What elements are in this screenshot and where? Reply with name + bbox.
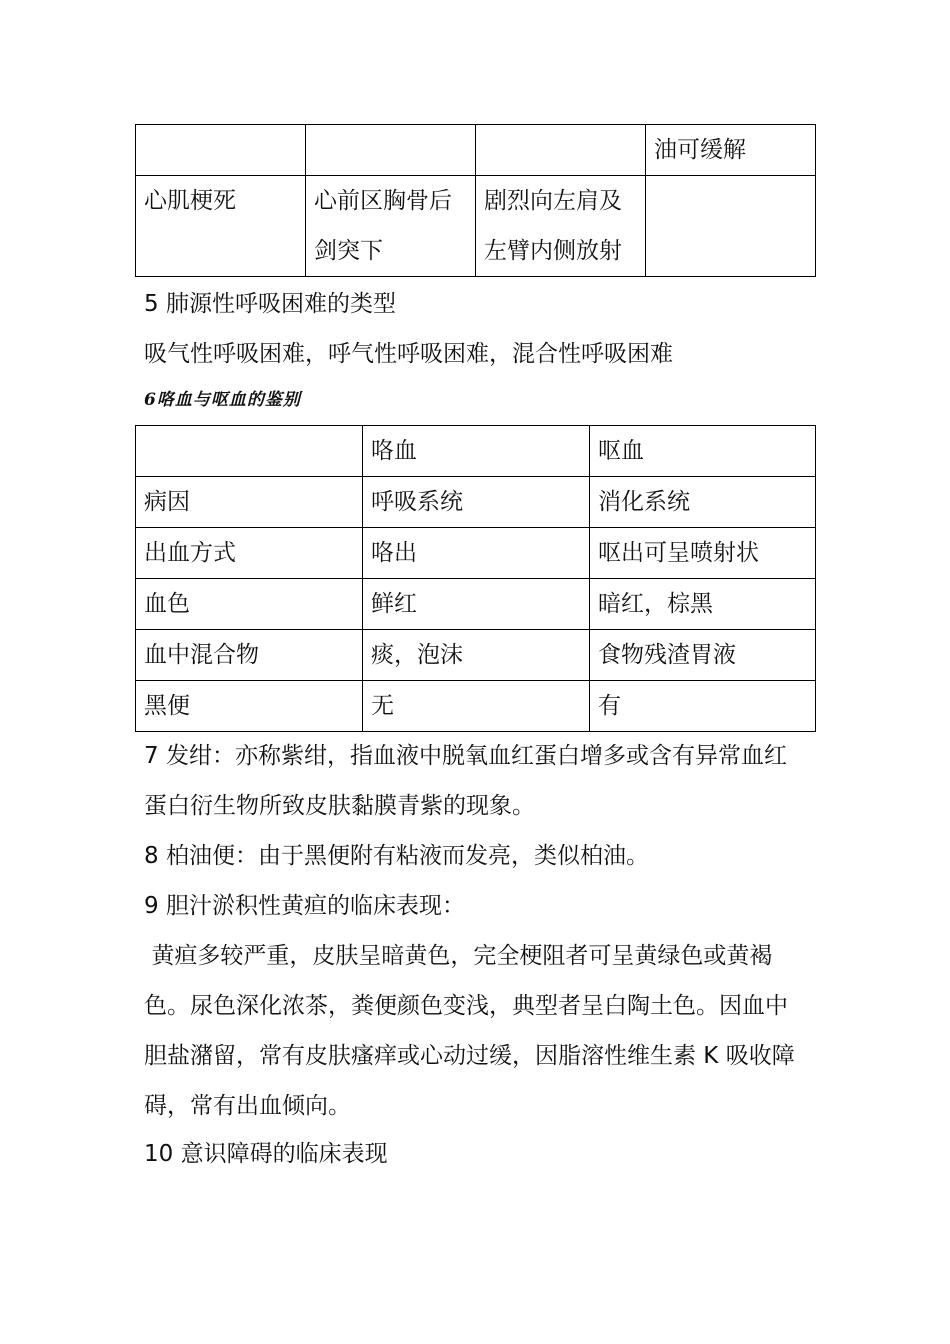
section-7-body: 7 发绀：亦称紫绀，指血液中脱氧血红蛋白增多或含有异常血红蛋白衍生物所致皮肤黏膜青紫的现象。	[144, 743, 787, 819]
hemoptysis-hematemesis-table	[135, 425, 816, 732]
table-cell: 血中混合物	[136, 630, 363, 681]
table-cell	[476, 125, 646, 176]
table-cell: 油可缓解	[646, 125, 816, 176]
section-5-body: 吸气性呼吸困难，呼气性呼吸困难，混合性呼吸困难	[144, 341, 673, 367]
table-cell: 心前区胸骨后剑突下	[306, 176, 476, 277]
table-row	[136, 477, 816, 528]
symptom-table-continued	[135, 124, 816, 277]
table-cell: 痰，泡沫	[363, 630, 590, 681]
table-cell: 呼吸系统	[363, 477, 590, 528]
section-8-body: 8 柏油便：由于黑便附有粘液而发亮，类似柏油。	[144, 843, 649, 869]
section-6-heading: 6咯血与呕血的鉴别	[144, 390, 301, 410]
table-header-row	[136, 426, 816, 477]
table-cell	[646, 176, 816, 277]
section-9-body: 黄疸多较严重，皮肤呈暗黄色，完全梗阻者可呈黄绿色或黄褐色。尿色深化浓茶，粪便颜色变浅，典型者呈白陶土色。因血中胆盐潴留，常有皮肤瘙痒或心动过缓，因脂溶性维生素 K 吸收障碍，常有出血倾向。	[144, 943, 795, 1119]
table-cell: 暗红，棕黑	[590, 579, 816, 630]
table-row	[136, 528, 816, 579]
section-5-heading: 5 肺源性呼吸困难的类型	[144, 291, 396, 317]
table-cell: 消化系统	[590, 477, 816, 528]
table-cell: 无	[363, 681, 590, 732]
table-cell: 病因	[136, 477, 363, 528]
table-cell: 出血方式	[136, 528, 363, 579]
table-cell	[306, 125, 476, 176]
table-header-cell: 咯血	[363, 426, 590, 477]
table-cell: 有	[590, 681, 816, 732]
table-row	[136, 579, 816, 630]
table-cell: 血色	[136, 579, 363, 630]
table-cell: 剧烈向左肩及左臂内侧放射	[476, 176, 646, 277]
table-row	[136, 176, 816, 277]
table-header-cell	[136, 426, 363, 477]
table-cell: 咯出	[363, 528, 590, 579]
table-cell: 黑便	[136, 681, 363, 732]
table-row	[136, 630, 816, 681]
table-row	[136, 681, 816, 732]
table-cell: 心肌梗死	[136, 176, 306, 277]
section-10-heading: 10 意识障碍的临床表现	[144, 1141, 388, 1167]
table-header-cell: 呕血	[590, 426, 816, 477]
table-row	[136, 125, 816, 176]
table-cell: 鲜红	[363, 579, 590, 630]
section-9-heading: 9 胆汁淤积性黄疸的临床表现：	[144, 893, 465, 919]
table-cell: 食物残渣胃液	[590, 630, 816, 681]
table-cell	[136, 125, 306, 176]
table-cell: 呕出可呈喷射状	[590, 528, 816, 579]
